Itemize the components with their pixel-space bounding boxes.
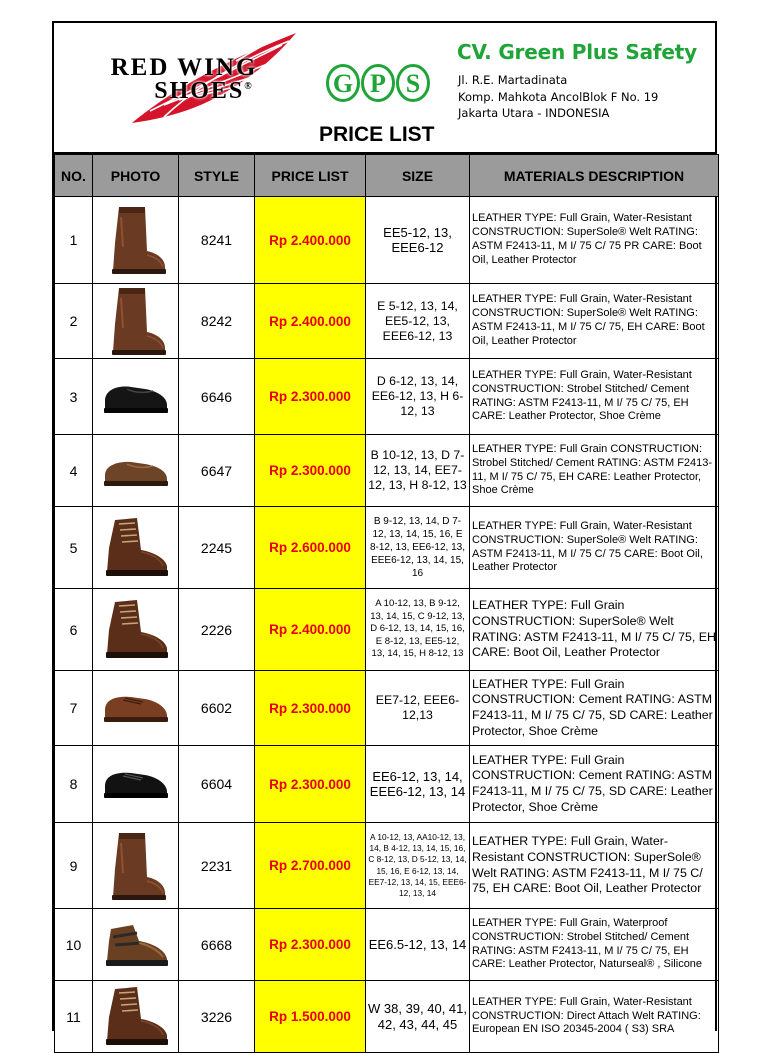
row-number: 5 (55, 507, 93, 589)
price-value: Rp 1.500.000 (255, 981, 366, 1053)
size-range: EE6.5-12, 13, 14 (366, 909, 470, 981)
product-photo (93, 746, 179, 823)
price-value: Rp 2.300.000 (255, 435, 366, 507)
table-row (55, 981, 719, 1053)
tall-pull-on-boot-icon (105, 284, 167, 358)
materials-description: LEATHER TYPE: Full Grain CONSTRUCTION: Cement RATING: ASTM F2413-11, M I/ 75 C/ 75, SD CARE: Leather Protector, Shoe Crème (470, 671, 719, 746)
table-row (55, 671, 719, 746)
materials-description: LEATHER TYPE: Full Grain CONSTRUCTION: Strobel Stitched/ Cement RATING: ASTM F2413-11, M I/ 75 C/ 75, EH CARE: Leather Protector, Shoe Crème (470, 435, 719, 507)
price-value: Rp 2.700.000 (255, 823, 366, 909)
style-code: 6668 (179, 909, 255, 981)
price-list-sheet (52, 21, 717, 1036)
table-row (55, 823, 719, 909)
product-photo (93, 284, 179, 359)
lace-up-boot-icon (101, 596, 171, 664)
address-line: Komp. Mahkota AncolBlok F No. 19 (458, 89, 659, 104)
product-photo (93, 909, 179, 981)
tall-pull-on-boot-icon (105, 829, 167, 903)
brand-line-2: SHOES® (154, 78, 254, 104)
table-row (55, 589, 719, 671)
svg-text:P: P (370, 69, 386, 98)
table-row (55, 909, 719, 981)
size-range: E 5-12, 13, 14, EE5-12, 13, EEE6-12, 13 (366, 284, 470, 359)
price-table (54, 154, 719, 1053)
tall-pull-on-boot-icon (105, 203, 167, 277)
column-header-style: STYLE (179, 155, 255, 197)
size-range: EE6-12, 13, 14, EEE6-12, 13, 14 (366, 746, 470, 823)
row-number: 7 (55, 671, 93, 746)
size-range: B 9-12, 13, 14, D 7-12, 13, 14, 15, 16, E 8-12, 13, EE6-12, 13, EEE6-12, 13, 14, 15, 16 (366, 507, 470, 589)
product-photo (93, 359, 179, 435)
address-line: Jakarta Utara - INDONESIA (458, 106, 610, 120)
table-row (55, 197, 719, 284)
column-header-photo: PHOTO (93, 155, 179, 197)
price-value: Rp 2.400.000 (255, 589, 366, 671)
style-code: 3226 (179, 981, 255, 1053)
product-photo (93, 197, 179, 284)
product-photo (93, 823, 179, 909)
lace-up-boot-icon (101, 514, 171, 582)
size-range: W 38, 39, 40, 41, 42, 43, 44, 45 (366, 981, 470, 1053)
style-code: 6646 (179, 359, 255, 435)
price-value: Rp 2.600.000 (255, 507, 366, 589)
product-photo (93, 671, 179, 746)
company-address (458, 72, 658, 122)
row-number: 6 (55, 589, 93, 671)
gps-logo (326, 63, 430, 103)
row-number: 2 (55, 284, 93, 359)
size-range: A 10-12, 13, B 9-12, 13, 14, 15, C 9-12, 13, D 6-12, 13, 14, 15, 16, E 8-12, 13, EE5-12, 13, 14, 15, H 8-12, 13 (366, 589, 470, 671)
materials-description: LEATHER TYPE: Full Grain CONSTRUCTION: Cement RATING: ASTM F2413-11, M I/ 75 C/ 75, SD CARE: Leather Protector, Shoe Crème (470, 746, 719, 823)
price-value: Rp 2.300.000 (255, 909, 366, 981)
brand-line-1: RED WING (110, 54, 258, 81)
table-row (55, 435, 719, 507)
black-slip-on-shoe-icon (101, 375, 171, 419)
materials-description: LEATHER TYPE: Full Grain, Water-Resistant CONSTRUCTION: Direct Attach Welt RATING: European EN ISO 20345-2004 ( S3) SRA (470, 981, 719, 1053)
red-wing-logo (69, 27, 299, 127)
row-number: 10 (55, 909, 93, 981)
size-range: EE7-12, EEE6-12,13 (366, 671, 470, 746)
address-line: Jl. R.E. Martadinata (458, 73, 568, 87)
materials-description: LEATHER TYPE: Full Grain, Water-Resistant CONSTRUCTION: SuperSole® Welt RATING: ASTM F2413-11, M I/ 75 C/ 75 PR CARE: Boot Oil, Leather Protector (470, 197, 719, 284)
size-range: B 10-12, 13, D 7-12, 13, 14, EE7-12, 13, H 8-12, 13 (366, 435, 470, 507)
materials-description: LEATHER TYPE: Full Grain, Water-Resistant CONSTRUCTION: Strobel Stitched/ Cement RATING: ASTM F2413-11, M I/ 75 C/ 75, EH CARE: Leather Protector, Shoe Crème (470, 359, 719, 435)
size-range: EE5-12, 13, EEE6-12 (366, 197, 470, 284)
brown-slip-on-shoe-icon (101, 451, 171, 491)
materials-description: LEATHER TYPE: Full Grain, Water-Resistant CONSTRUCTION: SuperSole® Welt RATING: ASTM F2413-11, M I/ 75 C/ 75, EH CARE: Boot Oil, Leather Protector (470, 284, 719, 359)
style-code: 2231 (179, 823, 255, 909)
hiker-shoe-icon (101, 917, 171, 973)
row-number: 9 (55, 823, 93, 909)
size-range: D 6-12, 13, 14, EE6-12, 13, H 6-12, 13 (366, 359, 470, 435)
company-name: CV. Green Plus Safety (457, 40, 697, 64)
style-code: 2226 (179, 589, 255, 671)
row-number: 11 (55, 981, 93, 1053)
table-header-row (55, 155, 719, 197)
row-number: 8 (55, 746, 93, 823)
table-row (55, 284, 719, 359)
materials-description: LEATHER TYPE: Full Grain, Water-Resistant CONSTRUCTION: SuperSole® Welt RATING: ASTM F2413-11, M I/ 75 C/ 75 CARE: Boot Oil, Leather Protector (470, 507, 719, 589)
lace-up-boot-icon (101, 983, 171, 1051)
column-header-price: PRICE LIST (255, 155, 366, 197)
product-photo (93, 435, 179, 507)
materials-description: LEATHER TYPE: Full Grain CONSTRUCTION: SuperSole® Welt RATING: ASTM F2413-11, M I/ 75 C/ 75, EH CARE: Boot Oil, Leather Protector (470, 589, 719, 671)
style-code: 8242 (179, 284, 255, 359)
svg-text:S: S (405, 69, 421, 98)
table-row (55, 746, 719, 823)
product-photo (93, 981, 179, 1053)
svg-text:G: G (332, 69, 354, 98)
table-row (55, 359, 719, 435)
style-code: 6604 (179, 746, 255, 823)
row-number: 3 (55, 359, 93, 435)
table-row (55, 507, 719, 589)
style-code: 6602 (179, 671, 255, 746)
size-range: A 10-12, 13, AA10-12, 13, 14, B 4-12, 13, 14, 15, 16, C 8-12, 13, D 5-12, 13, 14, 15, 16, E 6-12, 13, 14, EE7-12, 13, 14, 15, EEE6-12, 13, 14 (366, 823, 470, 909)
row-number: 4 (55, 435, 93, 507)
document-header (54, 23, 715, 154)
column-header-size: SIZE (366, 155, 470, 197)
brown-lace-shoe-icon (101, 686, 171, 730)
black-lace-shoe-icon (101, 762, 171, 806)
product-photo (93, 507, 179, 589)
price-value: Rp 2.300.000 (255, 359, 366, 435)
price-value: Rp 2.300.000 (255, 746, 366, 823)
style-code: 8241 (179, 197, 255, 284)
column-header-no: NO. (55, 155, 93, 197)
style-code: 2245 (179, 507, 255, 589)
column-header-description: MATERIALS DESCRIPTION (470, 155, 719, 197)
page-title: PRICE LIST (319, 123, 435, 146)
product-photo (93, 589, 179, 671)
materials-description: LEATHER TYPE: Full Grain, Water-Resistant CONSTRUCTION: SuperSole® Welt RATING: ASTM F2413-11, M I/ 75 C/ 75, EH CARE: Boot Oil, Leather Protector (470, 823, 719, 909)
price-value: Rp 2.400.000 (255, 197, 366, 284)
price-value: Rp 2.400.000 (255, 284, 366, 359)
materials-description: LEATHER TYPE: Full Grain, Waterproof CONSTRUCTION: Strobel Stitched/ Cement RATING: ASTM F2413-11, M I/ 75 C/ 75, EH CARE: Leather Protector, Naturseal® , Silicone (470, 909, 719, 981)
price-value: Rp 2.300.000 (255, 671, 366, 746)
row-number: 1 (55, 197, 93, 284)
style-code: 6647 (179, 435, 255, 507)
